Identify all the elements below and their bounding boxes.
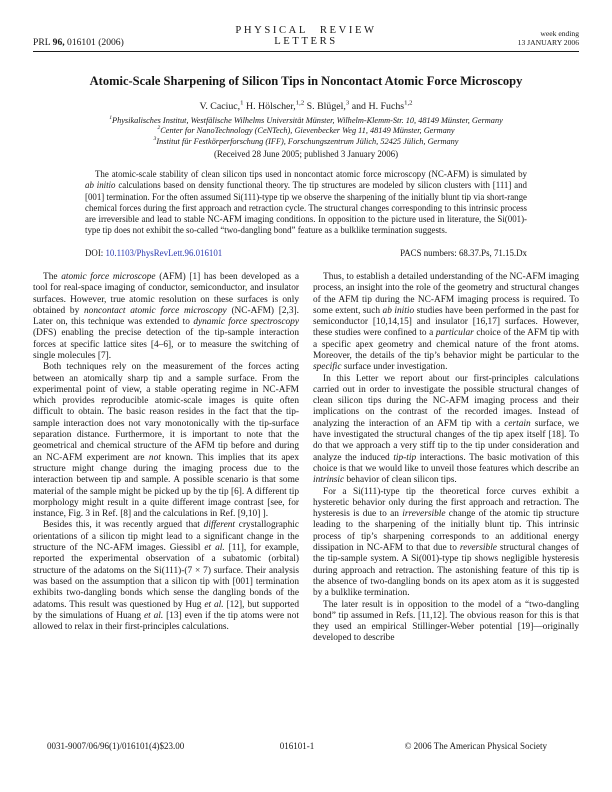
copyright-notice: © 2006 The American Physical Society xyxy=(404,741,547,751)
issue-date-value: 13 JANUARY 2006 xyxy=(517,38,579,48)
page-number: 016101-1 xyxy=(279,741,315,751)
doi-line xyxy=(85,248,222,258)
left-column xyxy=(33,272,299,645)
journal-name: PHYSICAL REVIEW LETTERS xyxy=(235,25,377,47)
article-title: Atomic-Scale Sharpening of Silicon Tips in Noncontact Atomic Force Microscopy xyxy=(89,74,523,88)
article-body xyxy=(33,272,579,645)
right-column xyxy=(313,272,579,645)
received-line: (Received 28 June 2005; published 3 January 2006) xyxy=(213,149,399,160)
doi-link[interactable]: 10.1103/PhysRevLett.96.016101 xyxy=(105,247,223,258)
affiliation-list xyxy=(33,116,579,147)
week-ending-label: week ending xyxy=(540,29,579,39)
page-footer xyxy=(33,741,579,751)
doi-label: DOI: xyxy=(85,247,106,258)
abstract: The atomic-scale stability of clean silicon tips used in noncontact atomic force microscopy (NC-AFM) is simulated by ab initio calculations based on density functional theory. The tip structures are modeled by silicon clusters with [111] and [001] termination. For the often assumed Si(111)-type tip we observe the sharpening of the initially blunt tip via short-range chemical forces during the first approach and retraction cycle. The structural changes corresponding to this intrinsic process are irreversible and lead to stable NC-AFM imaging conditions. In opposition to the picture used in literature, the Si(001)-type tip does not exhibit the so-called “two-dangling bond” feature as a bulklike termination suggests. xyxy=(85,169,527,235)
paragraph: Besides this, it was recently argued that different crystallographic orientations of a silicon tip might lead to a significant change in the structure of the NC-AFM images. Giessibl et al. [11], for example, reported the experimental observation of a subatomic (orbital) structure of the adatoms on the Si(111)-(7 × 7) surface. Their analysis was based on the assumption that a silicon tip with [001] termination exhibits two-dangling bonds which sense the dangling bonds of the adatoms. This result was questioned by Hug et al. [12], but supported by the simulations of Huang et al. [13] even if the tip atoms were not allowed to relax in their first-principles calculations. xyxy=(33,520,299,633)
pacs-numbers: PACS numbers: 68.37.Ps, 71.15.Dx xyxy=(400,247,527,258)
paragraph: The atomic force microscope (AFM) [1] has been developed as a tool for real-space imaging of conductor, semiconductor, and insulator surfaces. However, true atomic resolution on these surfaces is only obtained by noncontact atomic force microscopy (NC-AFM) [2,3]. Later on, this technique was extended to dynamic force spectroscopy (DFS) enabling the precise detection of the tip-sample interaction forces at specific lattice sites [4–6], or to measure the switching of single molecules [7]. xyxy=(33,271,299,361)
paragraph: Both techniques rely on the measurement of the forces acting between an atomically sharp tip and a sample surface. From the experimental point of view, a stable operating regime in NC-AFM which provides reproducible atomic-scale images is quite often difficult to obtain. The basic reason resides in the fact that the tip-sample interaction does not vary monotonically with the tip-surface separation distance. Furthermore, it is important to note that the geometrical and chemical structure of the AFM tip before and during an NC-AFM experiment are not known. This implies that its apex structure might change during the imaging process due to the interaction between tip and sample. A possible scenario is that some material of the sample might be picked up by the tip [6]. A different tip morphology might result in a quite different image contrast [see, for instance, Fig. 3 in Ref. [8] and the calculations in Ref. [9,10] ]. xyxy=(33,362,300,520)
issn-copyright-code: 0031-9007/06/96(1)/016101(4)$23.00 xyxy=(47,741,185,751)
page-header xyxy=(33,25,579,52)
doi-pacs-row xyxy=(85,248,527,258)
author-list: V. Caciuc,$^1$ H. Hölscher,$^{1,2}$ S. Blügel,$^3$ and H. Fuchs$^{1,2}$ xyxy=(199,99,413,112)
paragraph: $^3$Institut für Festkörperforschung (IFF), Forschungszentrum Jülich, 52425 Jülich, Germany xyxy=(153,136,459,146)
paragraph: $^2$Center for NanoTechnology (CeNTech), Gievenbecker Weg 11, 48149 Münster, Germany xyxy=(157,125,455,136)
paragraph: For a Si(111)-type tip the theoretical force curves exhibit a hysteretic behavior only during the first approach and retraction. The hysteresis is due to an irreversible change of the atomic tip structure leading to the sharpening of the initially blunt tip. This intrinsic process of tip’s sharpening corresponds to an additional energy dissipation in NC-AFM to that due to reversible structural changes of the tip-sample system. A Si(001)-type tip shows negligible hysteresis during approach and retraction. The astonishing feature of this tip is the absence of two-dangling bonds on its apex atom as it is suggested by a bulklike termination. xyxy=(313,486,579,599)
paragraph: In this Letter we report about our first-principles calculations carried out in order to investigate the possible structural changes of clean silicon tips during the NC-AFM imaging process and their implications on the contrast of the recorded images. Instead of analyzing the interaction of an AFM tip with a certain surface, we have investigated the structural changes of the tip apex itself [18]. To do that we approach a very stiff tip to the tip under consideration and analyze the induced tip-tip interactions. The basic motivation of this choice is that we would like to unveil those features which describe an intrinsic behavior of clean silicon tips. xyxy=(313,373,579,486)
journal-reference: PRL 96, 016101 (2006) xyxy=(33,37,124,48)
paragraph: Thus, to establish a detailed understanding of the NC-AFM imaging process, an insight into the role of the geometry and structural changes of the AFM tip during the NC-AFM imaging process is required. To some extent, such ab initio studies have been performed in the past for semiconductor [10,14,15] and insulator [16,17] surfaces. However, these studies were confined to a particular choice of the AFM tip with a specific apex geometry and chemical nature of the front atoms. Moreover, the details of the tip’s behavior might be particular to the specific surface under investigation. xyxy=(313,271,579,373)
paragraph: $^1$Physikalisches Institut, Westfälische Wilhelms Universität Münster, Wilhelm-Klemm-Str. 10, 48149 Münster, Germany xyxy=(109,115,503,125)
paragraph: The later result is in opposition to the model of a “two-dangling bond” tip assumed in Refs. [11,12]. The obvious reason for this is that they used an empirical Stillinger-Weber potential [19]—originally developed to describe xyxy=(313,599,579,644)
issue-date xyxy=(409,30,579,48)
